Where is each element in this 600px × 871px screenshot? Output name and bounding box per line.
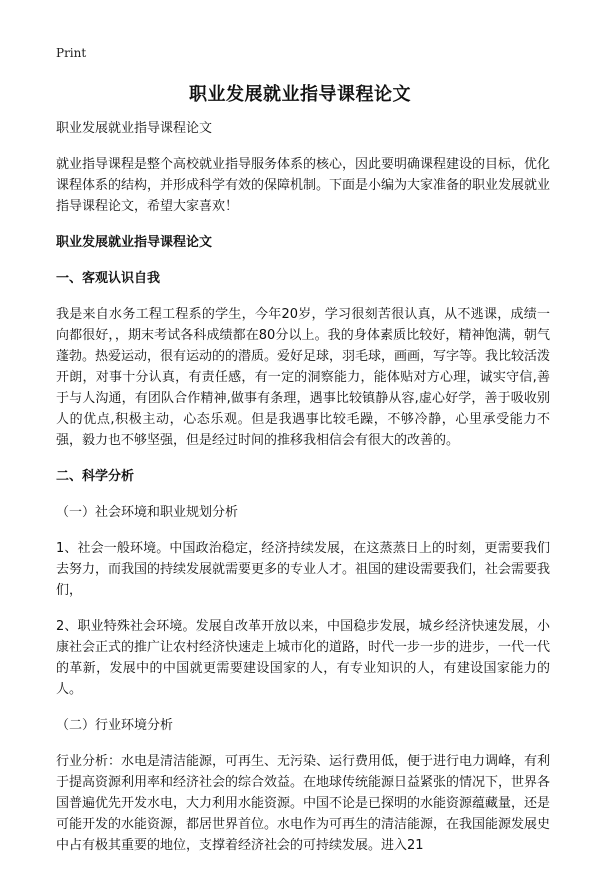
section-heading-self-knowledge: 一、客观认识自我 bbox=[56, 271, 161, 286]
document-body bbox=[56, 118, 550, 871]
subsection-heading-industry-environment: （二）行业环境分析 bbox=[56, 718, 174, 733]
page-title: 职业发展就业指导课程论文 bbox=[189, 84, 411, 105]
social-environment-paragraph-1: 1、社会一般环境。中国政治稳定，经济持续发展，在这蒸蒸日上的时刻，更需要我们去努力，而我国的持续发展就需要更多的专业人才。祖国的建设需要我们，社会需要我们， bbox=[56, 541, 551, 598]
essay-heading: 职业发展就业指导课程论文 bbox=[56, 235, 213, 250]
intro-paragraph: 就业指导课程是整个高校就业指导服务体系的核心，因此要明确课程建设的目标，优化课程体系的结构，并形成科学有效的保障机制。下面是小编为大家准备的职业发展就业指导课程论文，希望大家喜欢！ bbox=[56, 157, 551, 214]
subsection-heading-social-environment: （一）社会环境和职业规划分析 bbox=[56, 505, 239, 520]
print-link[interactable]: Print bbox=[56, 46, 87, 60]
section-heading-analysis: 二、科学分析 bbox=[56, 469, 135, 484]
social-environment-paragraph-2: 2、职业特殊社会环境。发展自改革开放以来，中国稳步发展，城乡经济快速发展，小康社会正式的推广让农村经济快速走上城市化的道路，时代一步一步的进步，一代一代的革新，发展中的中国就更需要建设国家的人，有专业知识的人，有建设国家能力的人。 bbox=[56, 619, 551, 697]
document-subtitle: 职业发展就业指导课程论文 bbox=[56, 121, 213, 136]
industry-analysis-paragraph: 行业分析：水电是清洁能源，可再生、无污染、运行费用低，便于进行电力调峰，有利于提高资源利用率和经济社会的综合效益。在地球传统能源日益紧张的情况下，世界各国普遍优先开发水电，大力利用水能资源。中国不论是已探明的水能资源蕴藏量，还是可能开发的水能资源，都居世界首位。水电作为可再生的清洁能源，在我国能源发展史中占有极其重要的地位，支撑着经济社会的可持续发展。进入21 bbox=[56, 754, 551, 853]
self-knowledge-paragraph: 我是来自水务工程工程系的学生，今年20岁，学习很刻苦很认真，从不逃课，成绩一向都很好，，期末考试各科成绩都在80分以上。我的身体素质比较好，精神饱满，朝气蓬勃。热爱运动，很有运动的的潜质。爱好足球，羽毛球，画画，写字等。我比较活泼开朗，对事十分认真，有责任感，有一定的洞察能力，能体贴对方心理，诚实守信,善于与人沟通，有团队合作精神,做事有条理，遇事比较镇静从容,虚心好学，善于吸收别人的优点,积极主动，心态乐观。但是我遇事比较毛躁，不够冷静，心里承受能力不强，毅力也不够坚强，但是经过时间的推移我相信会有很大的改善的。 bbox=[56, 307, 551, 448]
